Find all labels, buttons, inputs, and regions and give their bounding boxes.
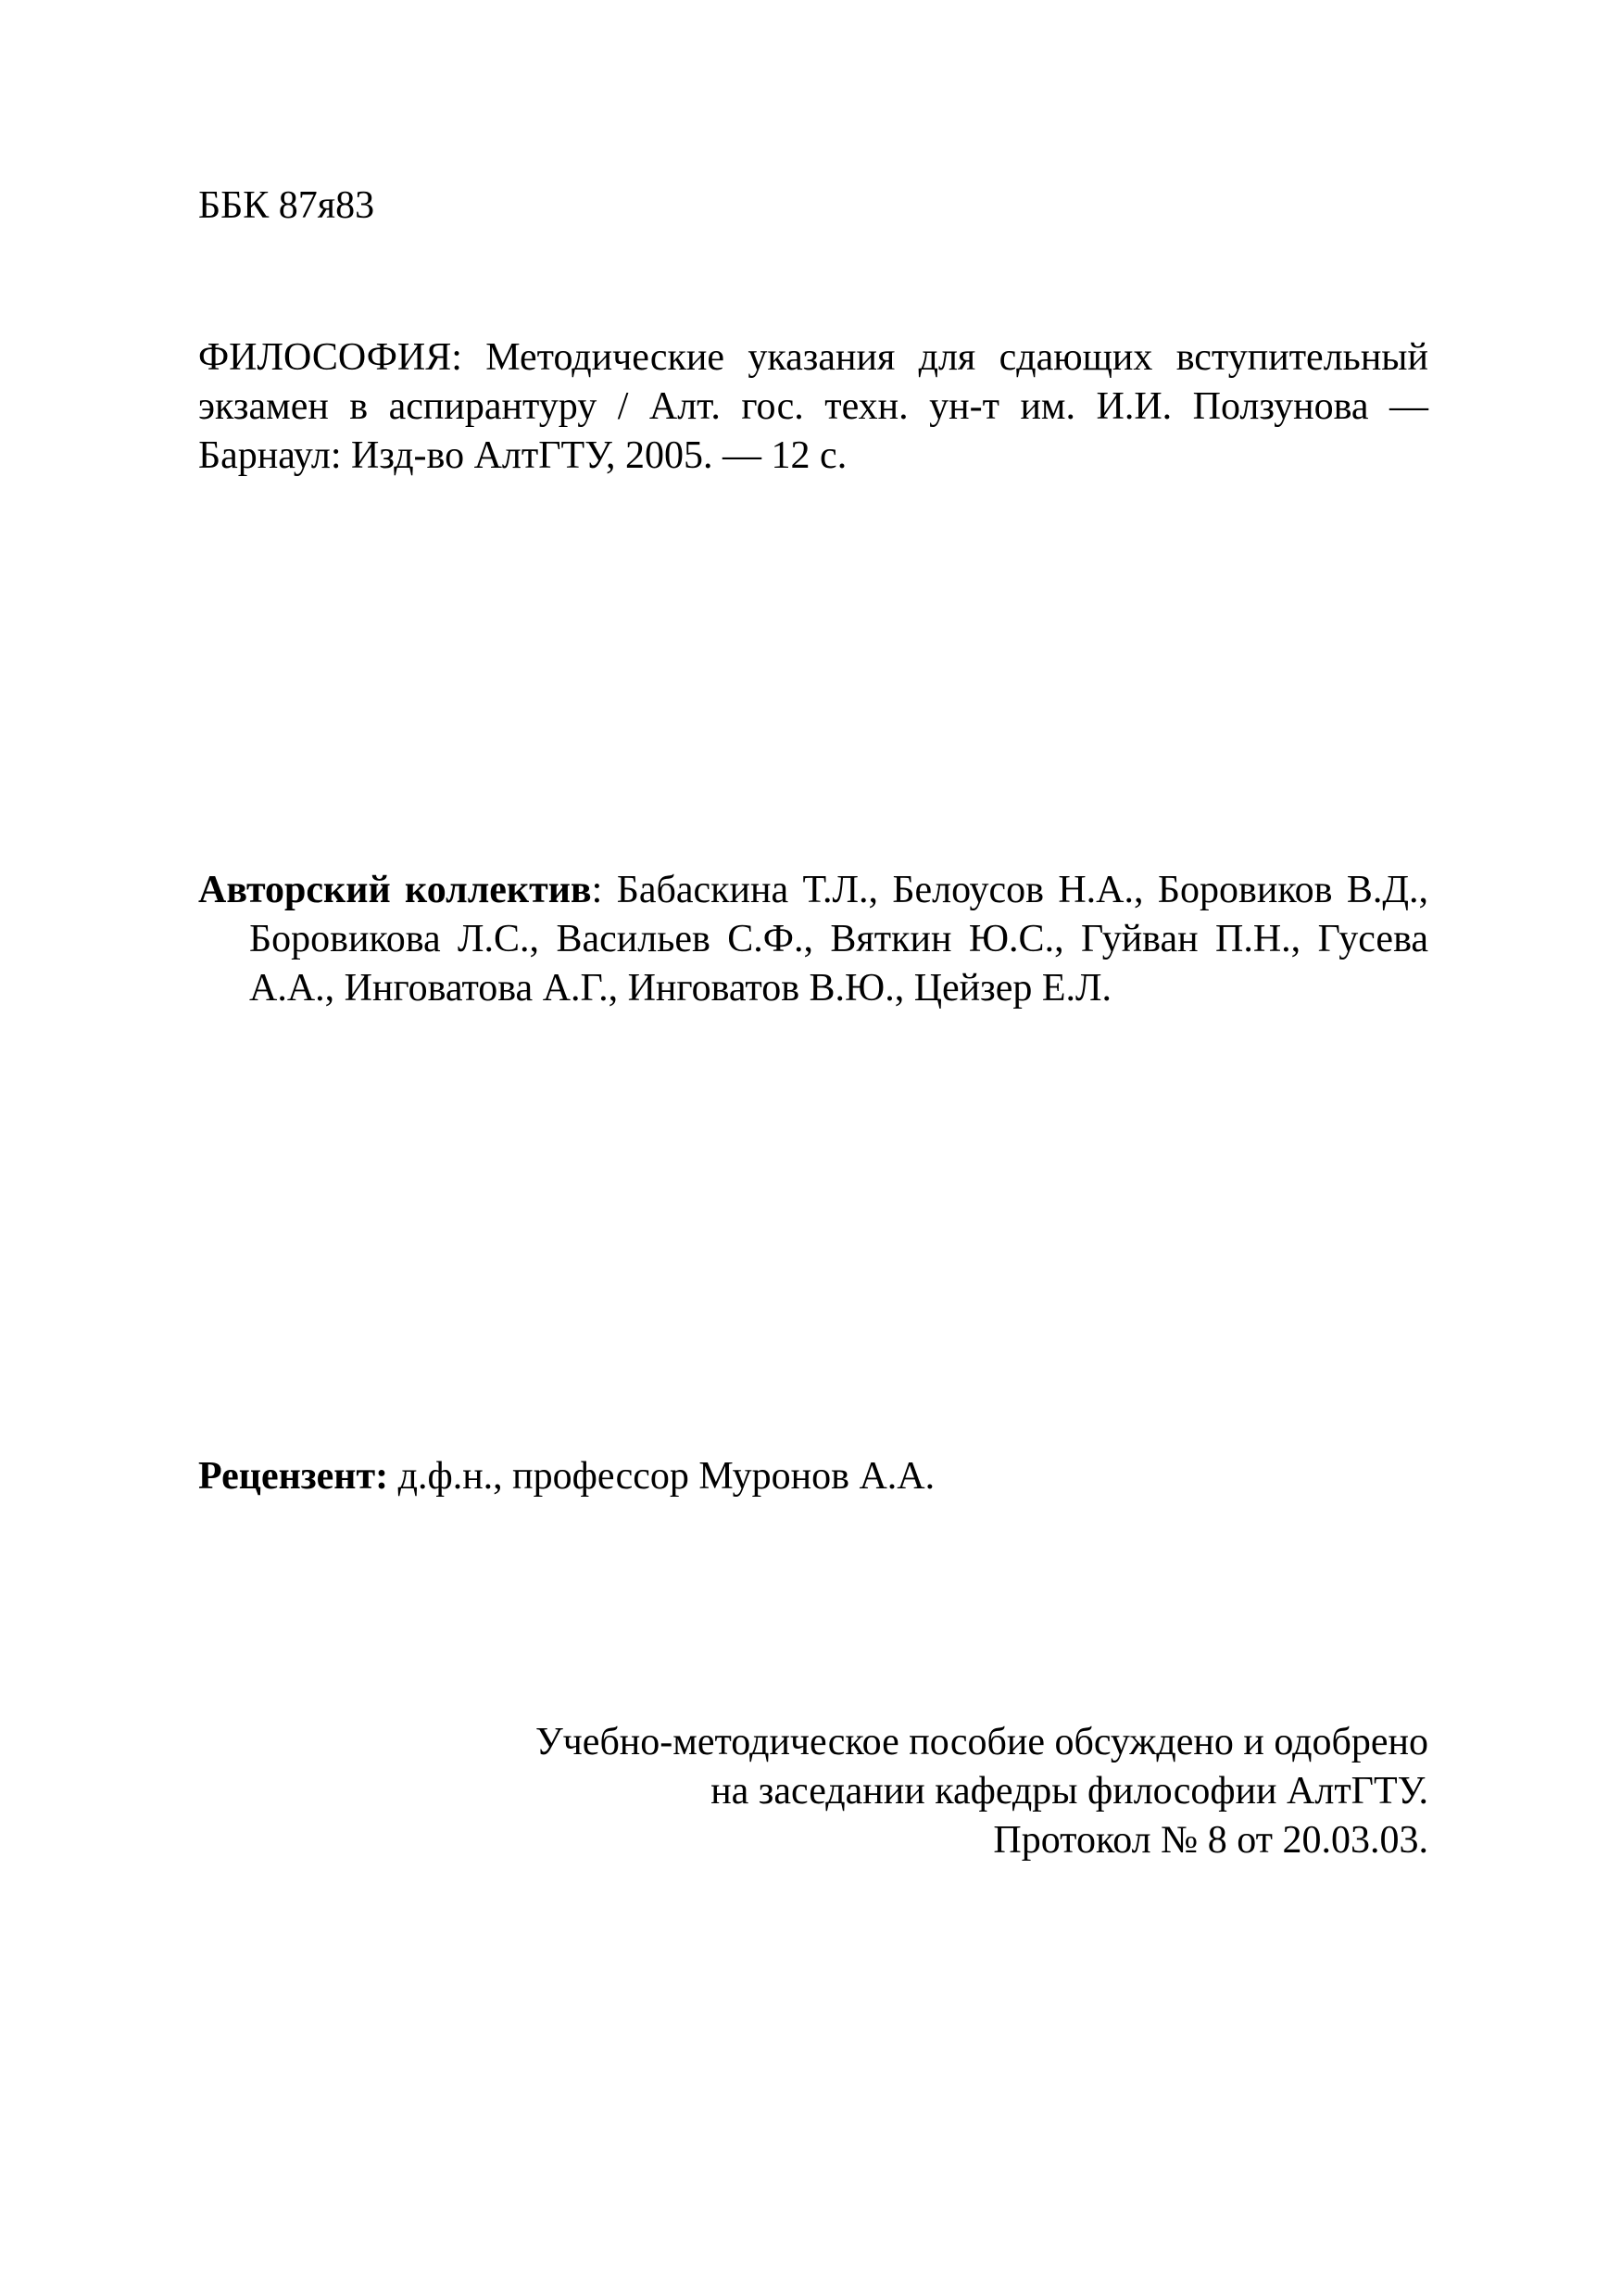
authors-separator: : xyxy=(591,869,617,911)
authors-label: Авторский коллектив xyxy=(198,869,592,911)
reviewer-text: д.ф.н., профессор Муронов А.А. xyxy=(388,1455,936,1498)
authors-list: Бабаскина Т.Л., Белоусов Н.А., Боровиков В.Д., Боровикова Л.С., Васильев С.Ф., Вяткин Ю.С., Гуйван П.Н., Гусева А.А., Инговатова А.Г., Инговатов В.Ю., Цейзер Е.Л. xyxy=(249,869,1429,1010)
bibliographic-annotation: ФИЛОСОФИЯ: Методические указания для сдающих вступительный экзамен в аспирантуру / Алт. гос. техн. ун-т им. И.И. Ползунова — Барнаул: Изд-во АлтГТУ, 2005. — 12 с. xyxy=(198,336,1428,477)
authors-paragraph xyxy=(198,866,1428,1013)
reviewer-paragraph xyxy=(198,1452,935,1501)
approval-note xyxy=(535,1718,1428,1865)
reviewer-label: Рецензент: xyxy=(198,1455,389,1498)
approval-line-2: на заседании кафедры философии АлтГТУ. xyxy=(710,1769,1428,1813)
approval-line-1: Учебно-методическое пособие обсуждено и одобрено xyxy=(534,1721,1428,1763)
approval-line-3: Протокол № 8 от 20.03.03. xyxy=(993,1818,1428,1862)
bbk-code: ББК 87я83 xyxy=(198,184,375,227)
